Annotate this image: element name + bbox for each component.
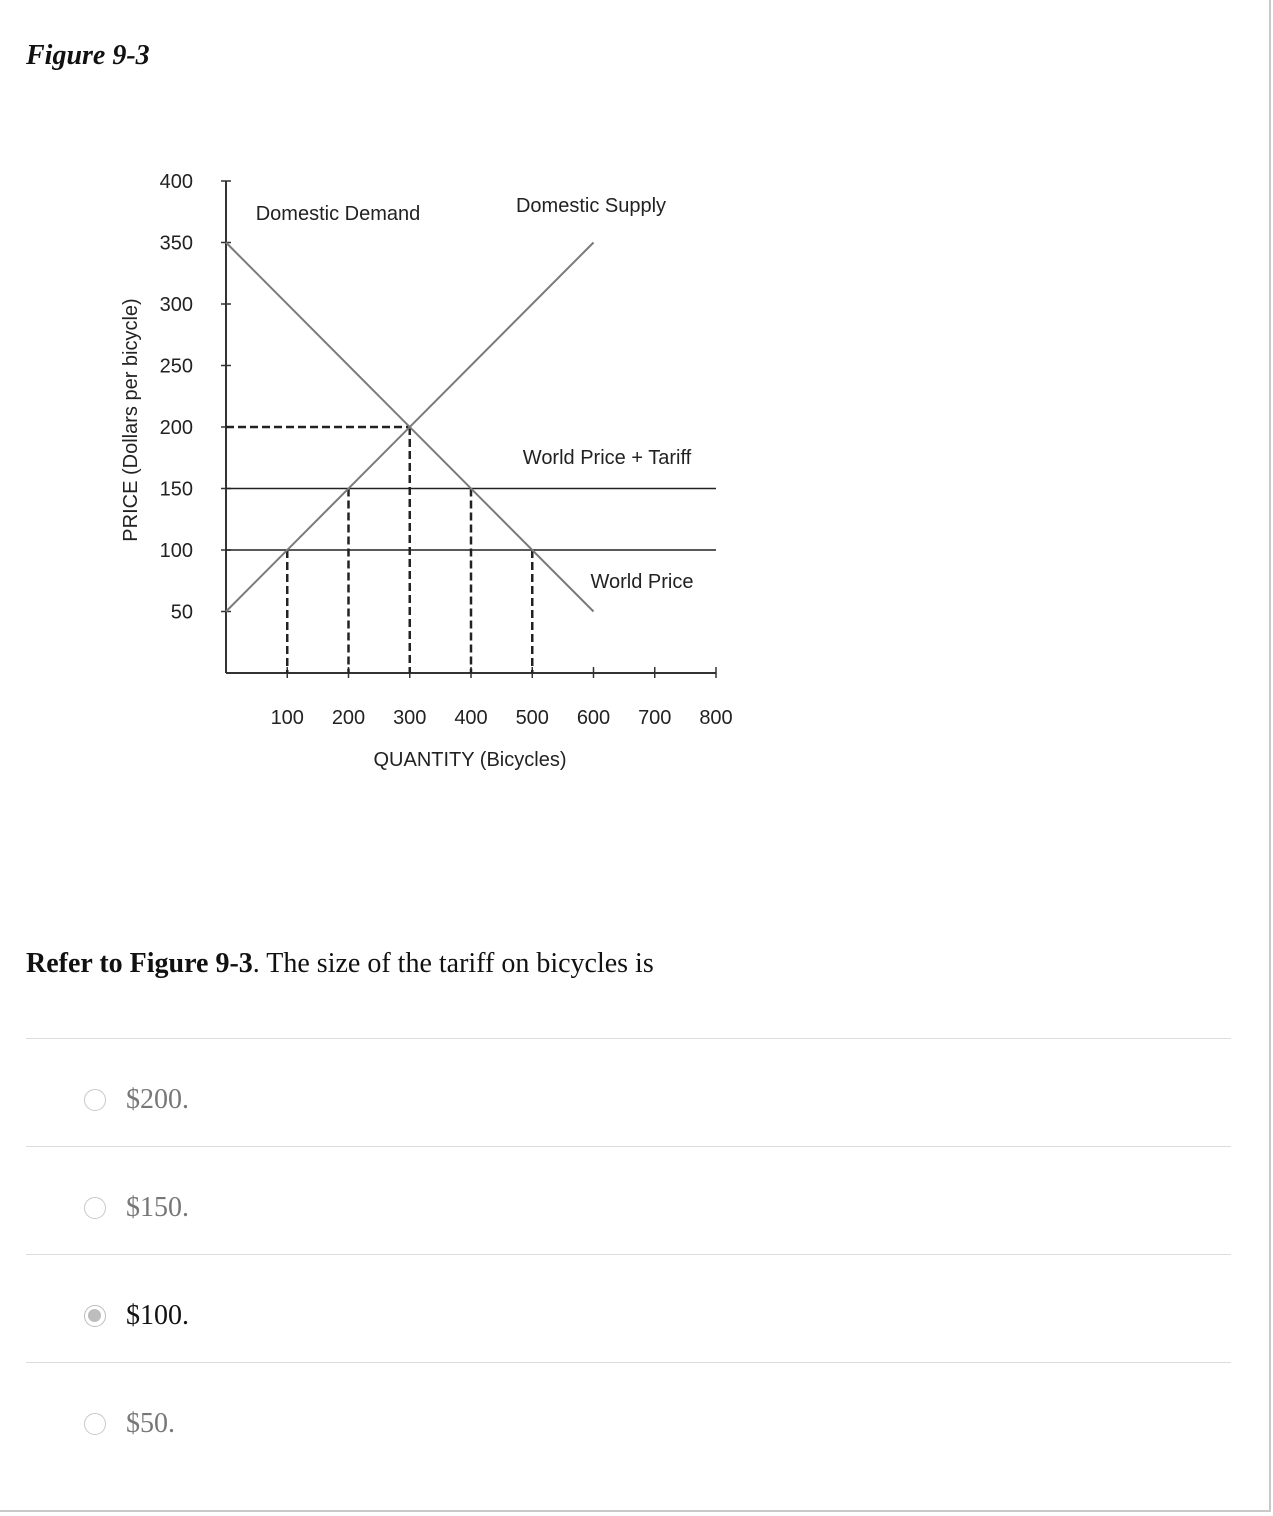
world-price-tariff-label: World Price + Tariff — [522, 447, 692, 469]
option-label: $150. — [126, 1192, 189, 1223]
radio-option-4[interactable] — [84, 1413, 106, 1435]
y-tick-label: 300 — [159, 294, 193, 316]
question-text — [26, 948, 654, 980]
x-tick-label: 200 — [331, 707, 366, 729]
domestic-demand-label: Domestic Demand — [255, 203, 421, 225]
supply-demand-chart — [0, 0, 760, 800]
divider — [26, 1254, 1231, 1255]
radio-option-2[interactable] — [84, 1197, 106, 1219]
y-tick-label: 150 — [159, 478, 193, 501]
divider — [26, 1146, 1231, 1147]
y-tick-label: 100 — [159, 540, 193, 562]
x-tick-label: 100 — [270, 707, 304, 729]
x-tick-label: 600 — [576, 707, 611, 729]
domestic-supply-label: Domestic Supply — [515, 195, 667, 217]
divider — [26, 1038, 1231, 1039]
y-tick-label: 350 — [159, 232, 193, 255]
x-tick-label: 400 — [454, 707, 488, 729]
y-tick-label: 200 — [159, 417, 193, 439]
radio-option-3[interactable] — [84, 1305, 106, 1327]
x-tick-label: 500 — [515, 707, 549, 729]
option-label: $50. — [126, 1408, 175, 1439]
y-axis-title: PRICE (Dollars per bicycle) — [120, 298, 142, 542]
x-tick-label: 700 — [638, 707, 672, 729]
option-label: $100. — [126, 1300, 189, 1331]
question-body: . The size of the tariff on bicycles is — [252, 948, 654, 979]
option-50[interactable] — [84, 1404, 175, 1444]
option-100[interactable] — [84, 1296, 189, 1336]
x-tick-label: 800 — [699, 707, 733, 729]
x-tick-label: 300 — [393, 707, 427, 729]
option-label: $200. — [126, 1084, 189, 1115]
option-150[interactable] — [84, 1188, 189, 1228]
world-price-label: World Price — [590, 571, 694, 593]
figure-title: Figure 9-3 — [26, 40, 150, 71]
option-200[interactable] — [84, 1080, 189, 1120]
divider — [26, 1362, 1231, 1363]
y-tick-label: 400 — [159, 171, 193, 193]
y-tick-label: 50 — [170, 601, 193, 624]
y-tick-label: 250 — [159, 355, 193, 378]
radio-option-1[interactable] — [84, 1089, 106, 1111]
x-axis-title: QUANTITY (Bicycles) — [373, 749, 567, 771]
question-ref: Refer to Figure 9-3 — [26, 948, 253, 979]
